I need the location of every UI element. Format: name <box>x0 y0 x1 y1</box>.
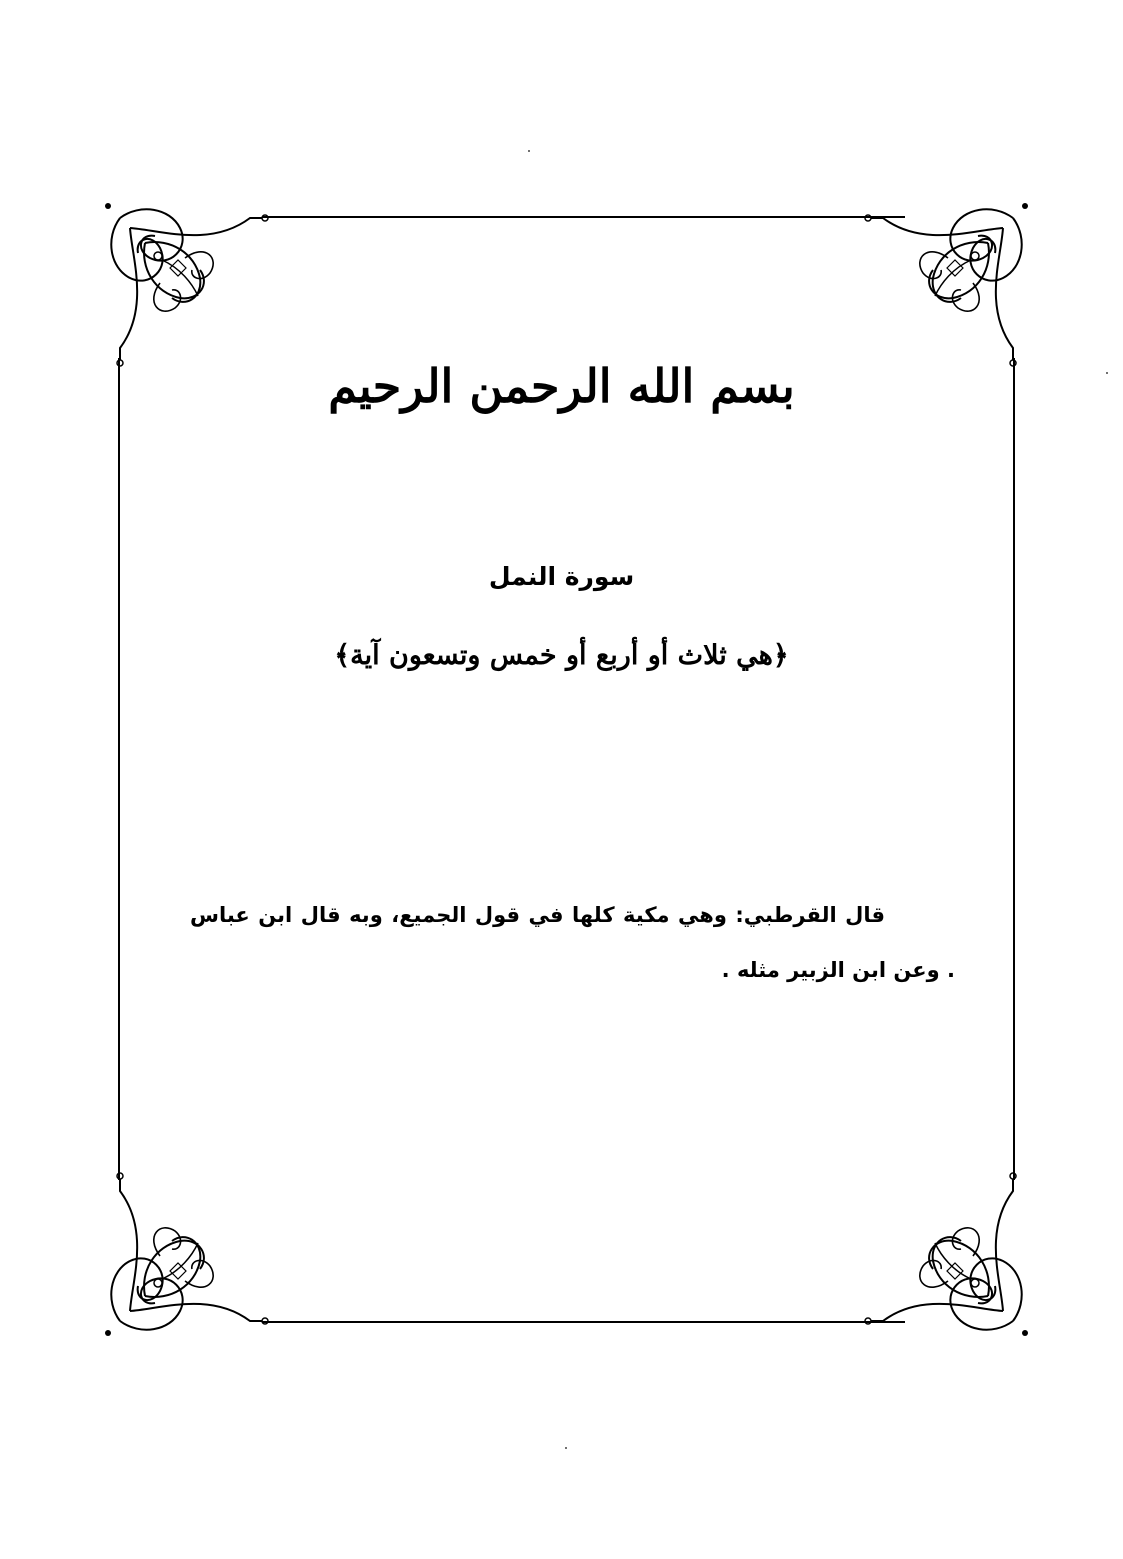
scan-speck <box>565 1447 567 1449</box>
corner-ornament-top-left-icon <box>105 203 268 366</box>
scan-speck <box>1106 372 1108 374</box>
scan-speck <box>528 150 530 152</box>
basmala-heading: بسم الله الرحمن الرحيم <box>328 359 795 413</box>
body-paragraph: قال القرطبي: وهي مكية كلها في قول الجميع، وبه قال ابن عباس . وعن ابن الزبير مثله . <box>190 903 955 982</box>
ayah-count-note: ﴿هي ثلاث أو أربع أو خمس وتسعون آية﴾ <box>334 640 789 671</box>
surah-title: سورة النمل <box>488 562 635 591</box>
corner-ornament-bottom-left-icon <box>105 1173 268 1336</box>
corner-ornament-top-right-icon <box>865 203 1028 366</box>
corner-ornament-bottom-right-icon <box>865 1173 1028 1336</box>
